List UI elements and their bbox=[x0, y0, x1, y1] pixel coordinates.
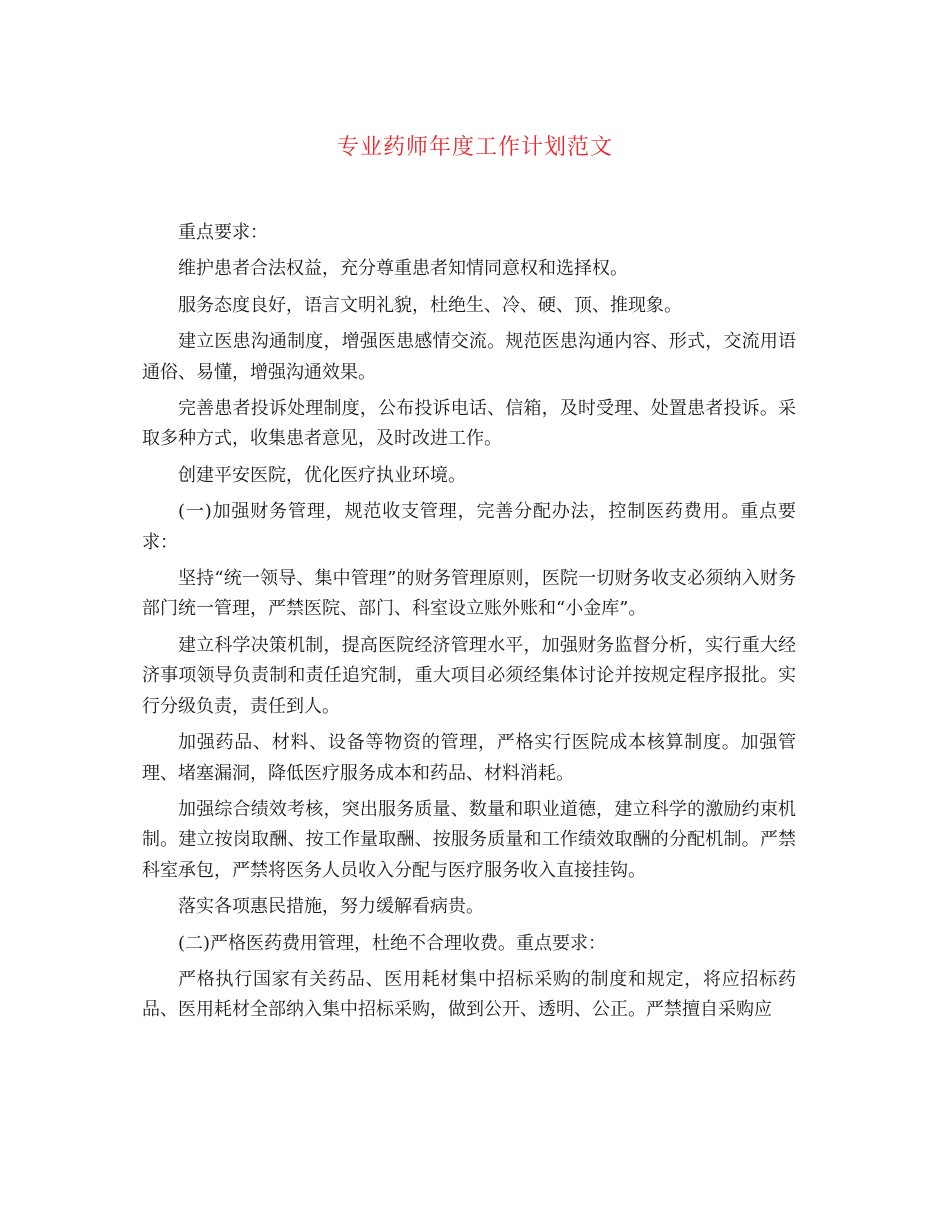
paragraph: 落实各项惠民措施，努力缓解看病贵。 bbox=[178, 896, 484, 918]
paragraph: 坚持“统一领导、集中管理”的财务管理原则，医院一切财务收支必须纳入财务部门统一管理，严禁医院、部门、科室设立账外账和“小金库”。 bbox=[142, 568, 796, 620]
paragraph: 建立医患沟通制度，增强医患感情交流。规范医患沟通内容、形式，交流用语通俗、易懂，增强沟通效果。 bbox=[142, 331, 796, 383]
paragraph-key-requirements: 重点要求： bbox=[178, 222, 268, 243]
paragraph: 建立科学决策机制，提高医院经济管理水平，加强财务监督分析，实行重大经济事项领导负责制和责任追究制，重大项目必须经集体讨论并按规定程序报批。实行分级负责，责任到人。 bbox=[142, 634, 796, 717]
paragraph: 服务态度良好，语言文明礼貌，杜绝生、冷、硬、顶、推现象。 bbox=[178, 294, 682, 316]
paragraph: 创建平安医院，优化医疗执业环境。 bbox=[178, 464, 466, 486]
paragraph: 加强药品、材料、设备等物资的管理，严格实行医院成本核算制度。加强管理、堵塞漏洞，降低医疗服务成本和药品、材料消耗。 bbox=[142, 732, 796, 784]
document-body bbox=[142, 218, 796, 1032]
section-heading-two: (二)严格医药费用管理，杜绝不合理收费。重点要求： bbox=[178, 932, 607, 954]
document-title: 专业药师年度工作计划范文 bbox=[336, 135, 613, 160]
section-heading-one: (一)加强财务管理，规范收支管理，完善分配办法，控制医药费用。重点要求： bbox=[142, 501, 796, 553]
paragraph: 严格执行国家有关药品、医用耗材集中招标采购的制度和规定，将应招标药品、医用耗材全部纳入集中招标采购，做到公开、透明、公正。严禁擅自采购应 bbox=[142, 968, 796, 1021]
paragraph: 维护患者合法权益，充分尊重患者知情同意权和选择权。 bbox=[178, 258, 628, 280]
paragraph: 加强综合绩效考核，突出服务质量、数量和职业道德，建立科学的激励约束机制。建立按岗取酬、按工作量取酬、按服务质量和工作绩效取酬的分配机制。严禁科室承包，严禁将医务人员收入分配与医疗服务收入直接挂钩。 bbox=[142, 798, 796, 881]
paragraph: 完善患者投诉处理制度，公布投诉电话、信箱，及时受理、处置患者投诉。采取多种方式，收集患者意见，及时改进工作。 bbox=[142, 398, 796, 450]
